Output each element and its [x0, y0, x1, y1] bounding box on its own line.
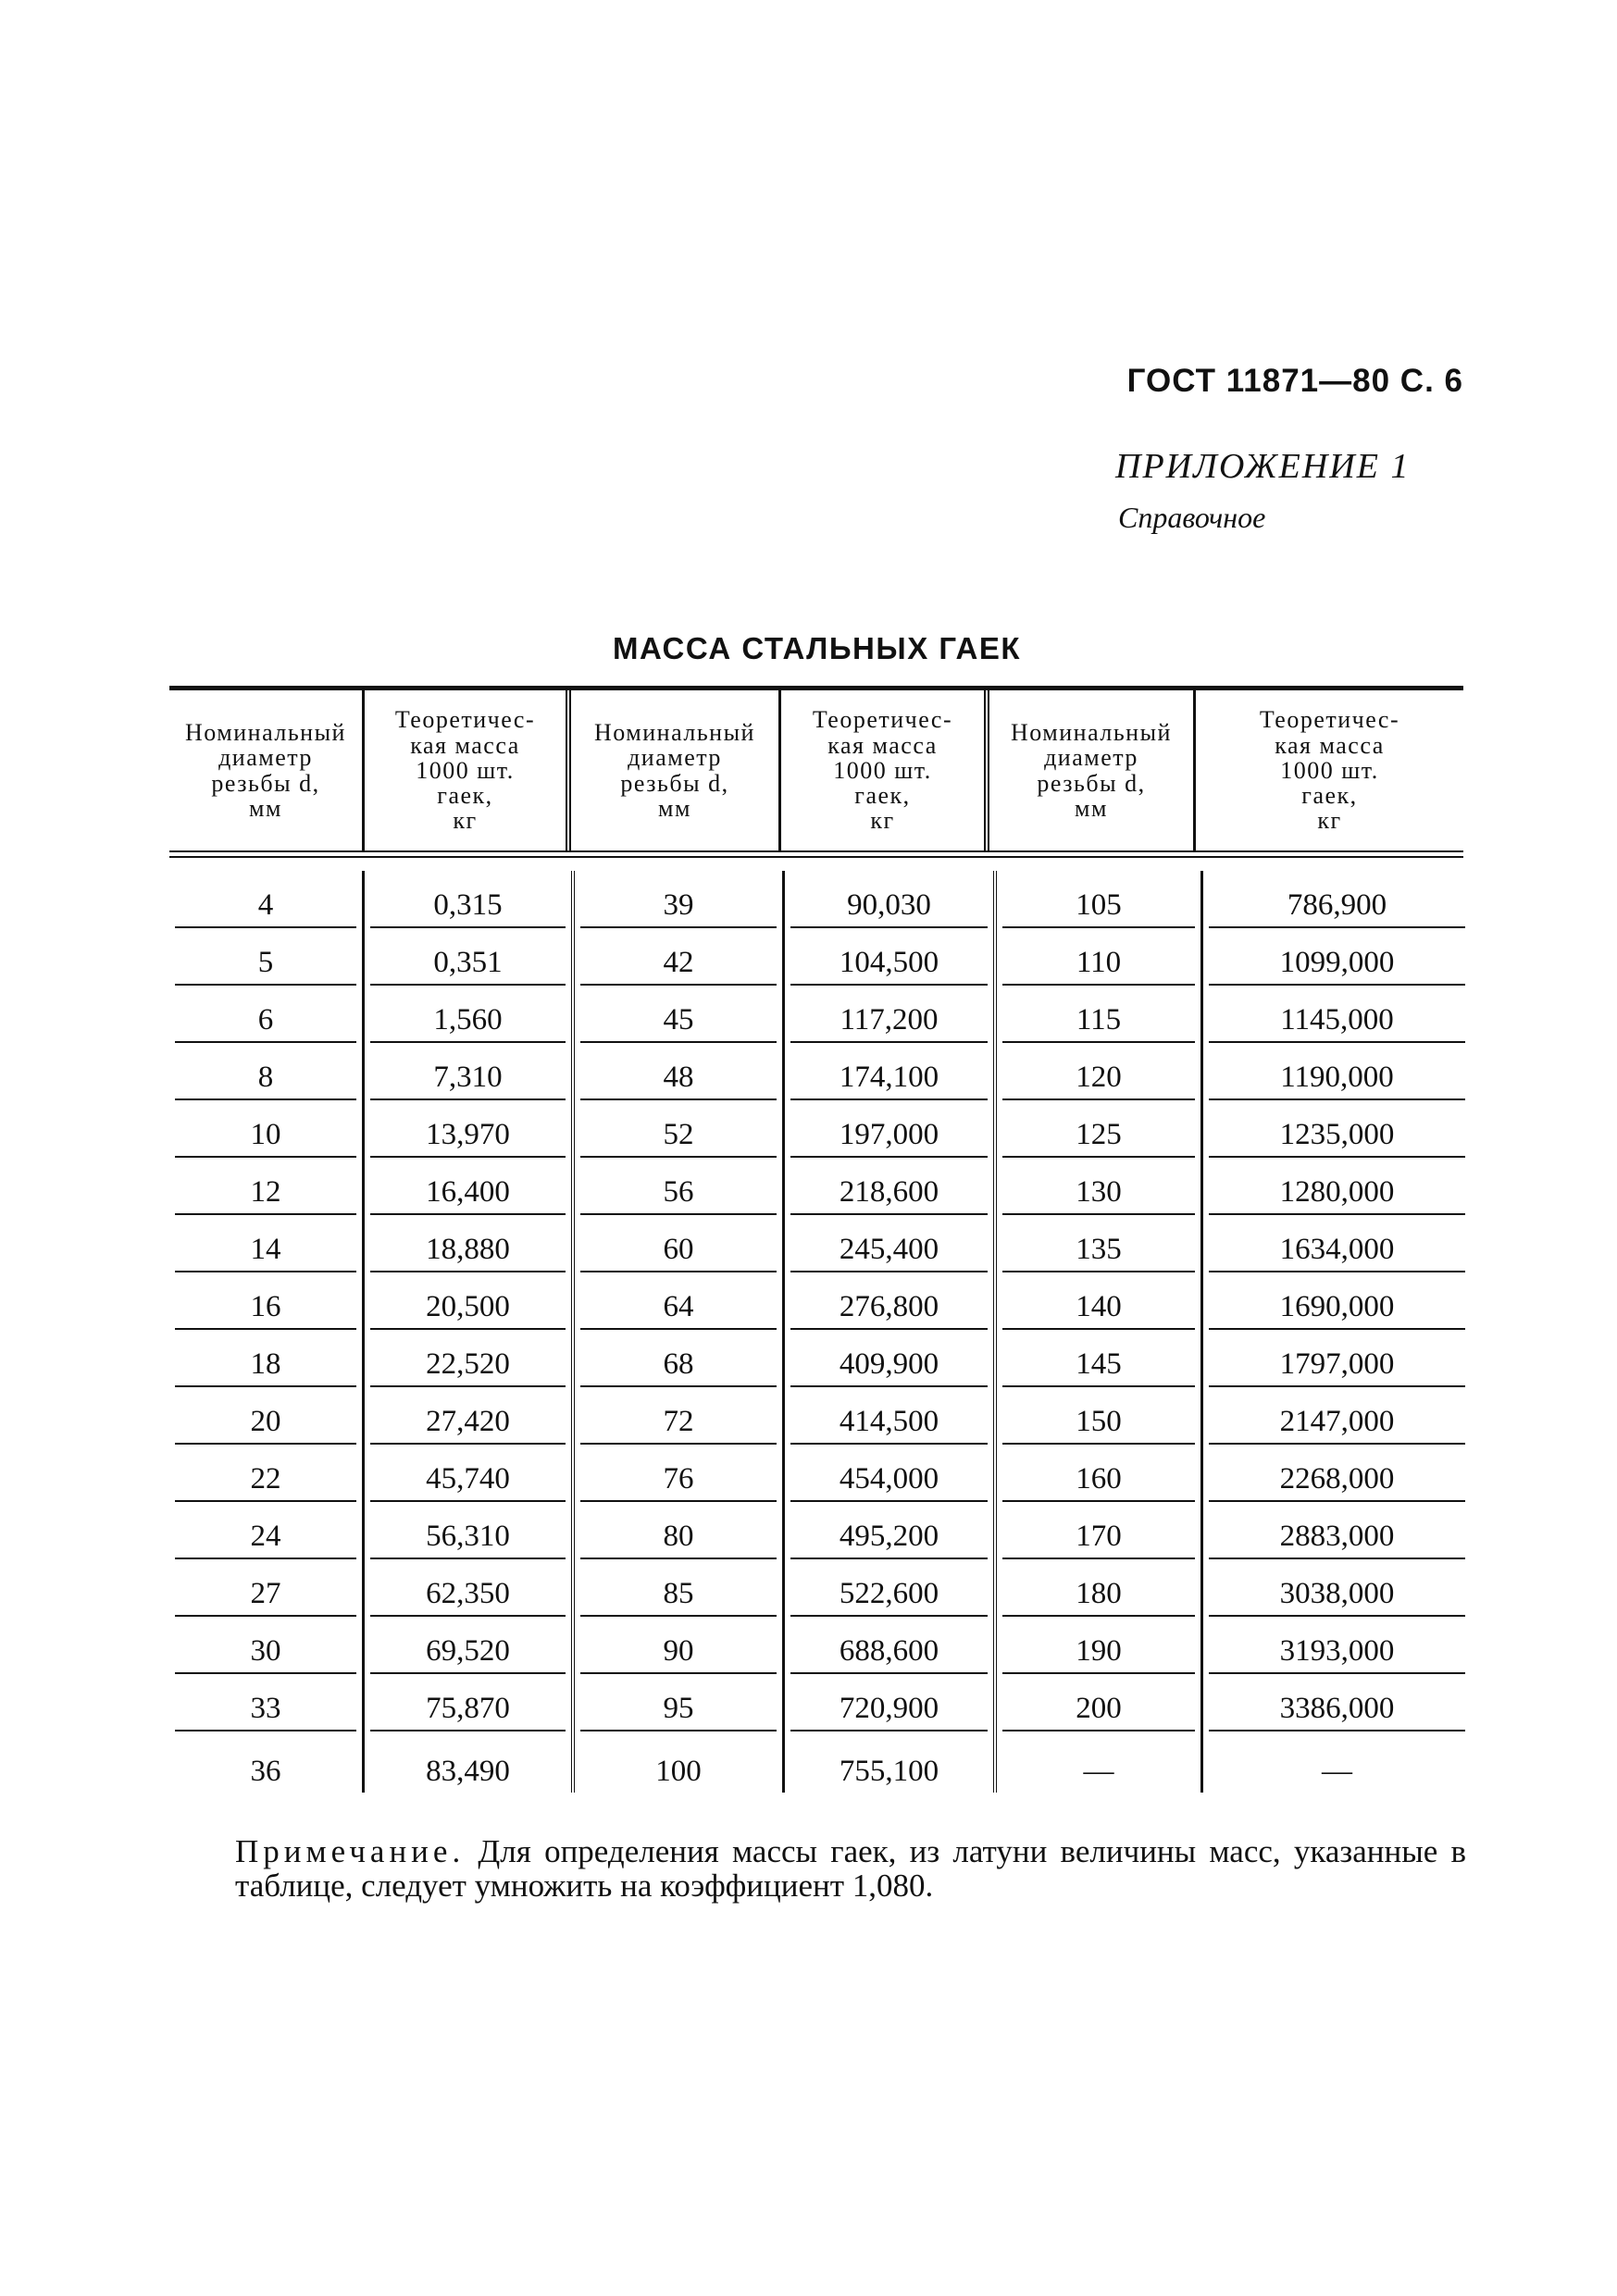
mass-cell: 1634,000: [1209, 1215, 1465, 1272]
mass-cell: 16,400: [370, 1158, 566, 1215]
diameter-cell: 115: [1002, 986, 1195, 1043]
column-group-1: [169, 871, 575, 1793]
diameter-cell: 170: [1002, 1502, 1195, 1559]
mass-cell: 786,900: [1209, 871, 1465, 928]
mass-cell: 18,880: [370, 1215, 566, 1272]
mass-cell: 13,970: [370, 1100, 566, 1158]
appendix-subtitle: Справочное: [1118, 501, 1266, 534]
header-mass-3: Теоретичес- кая масса 1000 шт. гаек, кг: [1259, 706, 1400, 835]
diameter-cell: 145: [1002, 1330, 1195, 1387]
mass-cell: 69,520: [370, 1617, 566, 1674]
mass-cell: 3386,000: [1209, 1674, 1465, 1731]
mass-cell: 1280,000: [1209, 1158, 1465, 1215]
mass-cell: 1235,000: [1209, 1100, 1465, 1158]
mass-column: [365, 871, 571, 1793]
mass-column: [1203, 871, 1471, 1793]
diameter-cell: 24: [175, 1502, 356, 1559]
mass-cell: 22,520: [370, 1330, 566, 1387]
mass-cell: 245,400: [790, 1215, 988, 1272]
mass-cell: 62,350: [370, 1559, 566, 1617]
mass-cell: 45,740: [370, 1445, 566, 1502]
diameter-cell: 33: [175, 1674, 356, 1731]
diameter-cell: 6: [175, 986, 356, 1043]
diameter-column: [575, 871, 785, 1793]
diameter-cell: 130: [1002, 1158, 1195, 1215]
diameter-cell: —: [1083, 1755, 1114, 1788]
mass-cell: 2883,000: [1209, 1502, 1465, 1559]
diameter-cell: 110: [1002, 928, 1195, 986]
diameter-cell: 52: [580, 1100, 777, 1158]
mass-cell: 409,900: [790, 1330, 988, 1387]
header-diameter-2: Номинальный диаметр резьбы d, мм: [571, 690, 781, 850]
diameter-cell: 8: [175, 1043, 356, 1100]
diameter-cell: 150: [1002, 1387, 1195, 1445]
column-group-3: [997, 871, 1471, 1793]
diameter-cell: 72: [580, 1387, 777, 1445]
header-mass-2: Теоретичес- кая масса 1000 шт. гаек, кг: [781, 690, 989, 850]
mass-cell: 218,600: [790, 1158, 988, 1215]
mass-cell: 1099,000: [1209, 928, 1465, 986]
diameter-cell: 39: [580, 871, 777, 928]
mass-cell: 454,000: [790, 1445, 988, 1502]
diameter-cell: 60: [580, 1215, 777, 1272]
mass-cell: 522,600: [790, 1559, 988, 1617]
diameter-cell: 16: [175, 1272, 356, 1330]
table-note: [235, 1835, 1466, 1904]
diameter-cell: 160: [1002, 1445, 1195, 1502]
table-header-row: [169, 690, 1463, 850]
diameter-cell: 4: [175, 871, 356, 928]
mass-cell: 1797,000: [1209, 1330, 1465, 1387]
mass-cell: 7,310: [370, 1043, 566, 1100]
mass-cell: 3038,000: [1209, 1559, 1465, 1617]
mass-cell: 27,420: [370, 1387, 566, 1445]
mass-cell: 720,900: [790, 1674, 988, 1731]
mass-cell: 0,351: [370, 928, 566, 986]
note-label: Примечание.: [235, 1833, 466, 1869]
mass-cell: 495,200: [790, 1502, 988, 1559]
nut-mass-table: [169, 686, 1463, 1793]
column-group-2: [575, 871, 997, 1793]
table-body: [169, 871, 1463, 1793]
diameter-cell: 190: [1002, 1617, 1195, 1674]
diameter-cell: 48: [580, 1043, 777, 1100]
mass-column: [785, 871, 993, 1793]
mass-cell: 2147,000: [1209, 1387, 1465, 1445]
mass-cell: 83,490: [426, 1755, 510, 1788]
diameter-cell: 22: [175, 1445, 356, 1502]
mass-cell: 104,500: [790, 928, 988, 986]
table-title: МАССА СТАЛЬНЫХ ГАЕК: [613, 631, 1021, 665]
appendix-title: ПРИЛОЖЕНИЕ 1: [1115, 447, 1411, 486]
diameter-cell: 120: [1002, 1043, 1195, 1100]
standard-header: ГОСТ 11871—80 С. 6: [1126, 363, 1463, 399]
header-diameter-3: Номинальный диаметр резьбы d, мм: [989, 690, 1196, 850]
mass-cell: 276,800: [790, 1272, 988, 1330]
mass-cell: 117,200: [790, 986, 988, 1043]
diameter-cell: 36: [250, 1755, 281, 1788]
mass-cell: 75,870: [370, 1674, 566, 1731]
header-mass-1: Теоретичес- кая масса 1000 шт. гаек, кг: [365, 690, 571, 850]
diameter-cell: 10: [175, 1100, 356, 1158]
mass-cell: 174,100: [790, 1043, 988, 1100]
diameter-cell: 90: [580, 1617, 777, 1674]
diameter-cell: 140: [1002, 1272, 1195, 1330]
diameter-cell: 180: [1002, 1559, 1195, 1617]
mass-cell: 1190,000: [1209, 1043, 1465, 1100]
diameter-cell: 42: [580, 928, 777, 986]
diameter-cell: 100: [655, 1755, 702, 1788]
diameter-cell: 76: [580, 1445, 777, 1502]
diameter-cell: 200: [1002, 1674, 1195, 1731]
mass-cell: 755,100: [839, 1755, 939, 1788]
diameter-cell: 85: [580, 1559, 777, 1617]
mass-cell: 90,030: [790, 871, 988, 928]
mass-cell: —: [1322, 1755, 1352, 1788]
diameter-cell: 18: [175, 1330, 356, 1387]
diameter-cell: 68: [580, 1330, 777, 1387]
mass-cell: 0,315: [370, 871, 566, 928]
diameter-cell: 5: [175, 928, 356, 986]
diameter-cell: 95: [580, 1674, 777, 1731]
header-diameter-1: Номинальный диаметр резьбы d, мм: [169, 690, 365, 850]
mass-cell: 414,500: [790, 1387, 988, 1445]
table-header-rule: [169, 850, 1463, 858]
diameter-cell: 105: [1002, 871, 1195, 928]
diameter-cell: 30: [175, 1617, 356, 1674]
diameter-cell: 135: [1002, 1215, 1195, 1272]
diameter-cell: 12: [175, 1158, 356, 1215]
diameter-cell: 27: [175, 1559, 356, 1617]
diameter-cell: 45: [580, 986, 777, 1043]
diameter-cell: 80: [580, 1502, 777, 1559]
mass-cell: 20,500: [370, 1272, 566, 1330]
mass-cell: 2268,000: [1209, 1445, 1465, 1502]
mass-cell: 688,600: [790, 1617, 988, 1674]
diameter-column: [169, 871, 365, 1793]
mass-cell: 1,560: [370, 986, 566, 1043]
diameter-column: [997, 871, 1203, 1793]
note-text: Для определения массы гаек, из латуни величины масс, указанные в таблице, следует умножить на коэффициент 1,080.: [235, 1833, 1466, 1904]
mass-cell: 1690,000: [1209, 1272, 1465, 1330]
diameter-cell: 64: [580, 1272, 777, 1330]
mass-cell: 56,310: [370, 1502, 566, 1559]
diameter-cell: 125: [1002, 1100, 1195, 1158]
diameter-cell: 20: [175, 1387, 356, 1445]
diameter-cell: 14: [175, 1215, 356, 1272]
mass-cell: 197,000: [790, 1100, 988, 1158]
mass-cell: 3193,000: [1209, 1617, 1465, 1674]
mass-cell: 1145,000: [1209, 986, 1465, 1043]
diameter-cell: 56: [580, 1158, 777, 1215]
